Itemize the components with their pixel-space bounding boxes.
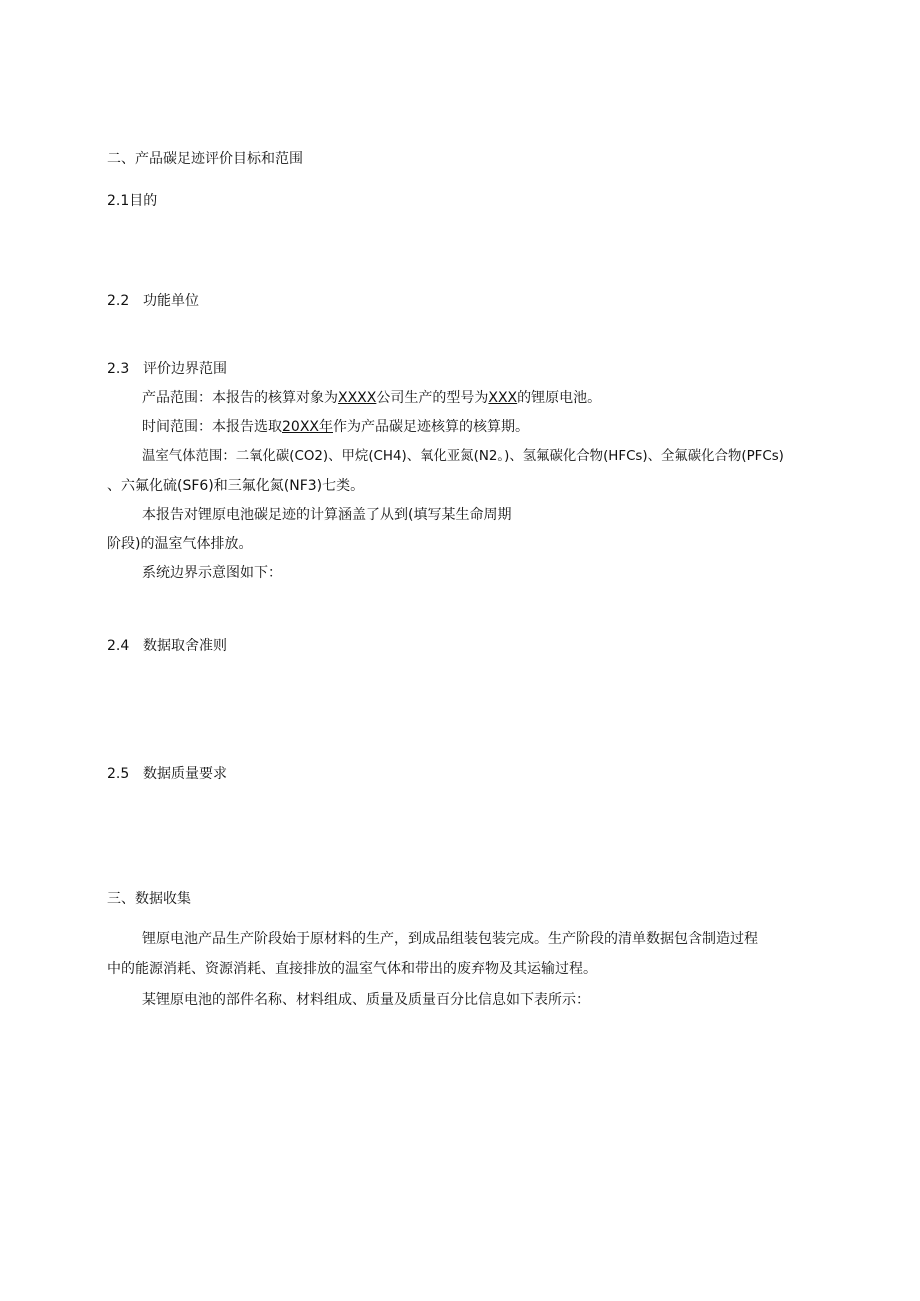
data-collection-paragraph-line-2: 中的能源消耗、资源消耗、直接排放的温室气体和带出的废弃物及其运输过程。 — [107, 961, 597, 977]
subsection-number: 2.2 — [107, 293, 130, 309]
model-placeholder: XXX — [488, 390, 518, 406]
subsection-2-3-heading — [107, 360, 227, 378]
lifecycle-paragraph-line-1: 本报告对锂原电池碳足迹的计算涵盖了从到(填写某生命周期 — [142, 507, 512, 523]
lifecycle-paragraph-line-2: 阶段)的温室气体排放。 — [107, 536, 253, 552]
data-collection-paragraph-line-1: 锂原电池产品生产阶段始于原材料的生产，到成品组装包装完成。生产阶段的清单数据包含制造过程 — [142, 931, 758, 947]
subsection-number: 2.3 — [107, 361, 130, 377]
time-scope-suffix: 作为产品碳足迹核算的核算期。 — [333, 419, 529, 435]
product-scope-middle: 公司生产的型号为 — [376, 390, 489, 406]
subsection-number: 2.4 — [107, 638, 130, 654]
subsection-2-4-heading — [107, 637, 227, 655]
subsection-number: 2.5 — [107, 766, 130, 782]
year-placeholder: 20XX年 — [282, 419, 333, 435]
component-table-intro: 某锂原电池的部件名称、材料组成、质量及质量百分比信息如下表所示： — [142, 992, 590, 1008]
subsection-2-5-heading — [107, 765, 227, 783]
product-scope-suffix: 的锂原电池。 — [517, 390, 602, 406]
system-boundary-intro: 系统边界示意图如下： — [142, 565, 282, 581]
subsection-title: 数据质量要求 — [143, 766, 227, 782]
section-3-heading: 三、数据收集 — [107, 891, 191, 907]
subsection-title: 数据取舍准则 — [143, 638, 227, 654]
company-placeholder: XXXX — [338, 390, 377, 406]
product-scope-prefix: 产品范围：本报告的核算对象为 — [142, 390, 338, 406]
ghg-scope-line-1: 温室气体范围：二氧化碳(CO2)、甲烷(CH4)、氧化亚氮(N2。)、氢氟碳化合物(HFCs)、全氟碳化合物(PFCs) — [142, 449, 784, 464]
subsection-title: 功能单位 — [143, 293, 199, 309]
time-scope-prefix: 时间范围：本报告选取 — [142, 419, 282, 435]
section-2-heading: 二、产品碳足迹评价目标和范围 — [107, 151, 303, 167]
time-scope-paragraph — [142, 418, 529, 436]
ghg-scope-line-2: 、六氟化硫(SF6)和三氟化氮(NF3)七类。 — [107, 478, 365, 494]
product-scope-paragraph — [142, 389, 601, 407]
subsection-2-2-heading — [107, 292, 199, 310]
subsection-2-1-heading: 2.1目的 — [107, 193, 158, 209]
subsection-title: 评价边界范围 — [143, 361, 227, 377]
